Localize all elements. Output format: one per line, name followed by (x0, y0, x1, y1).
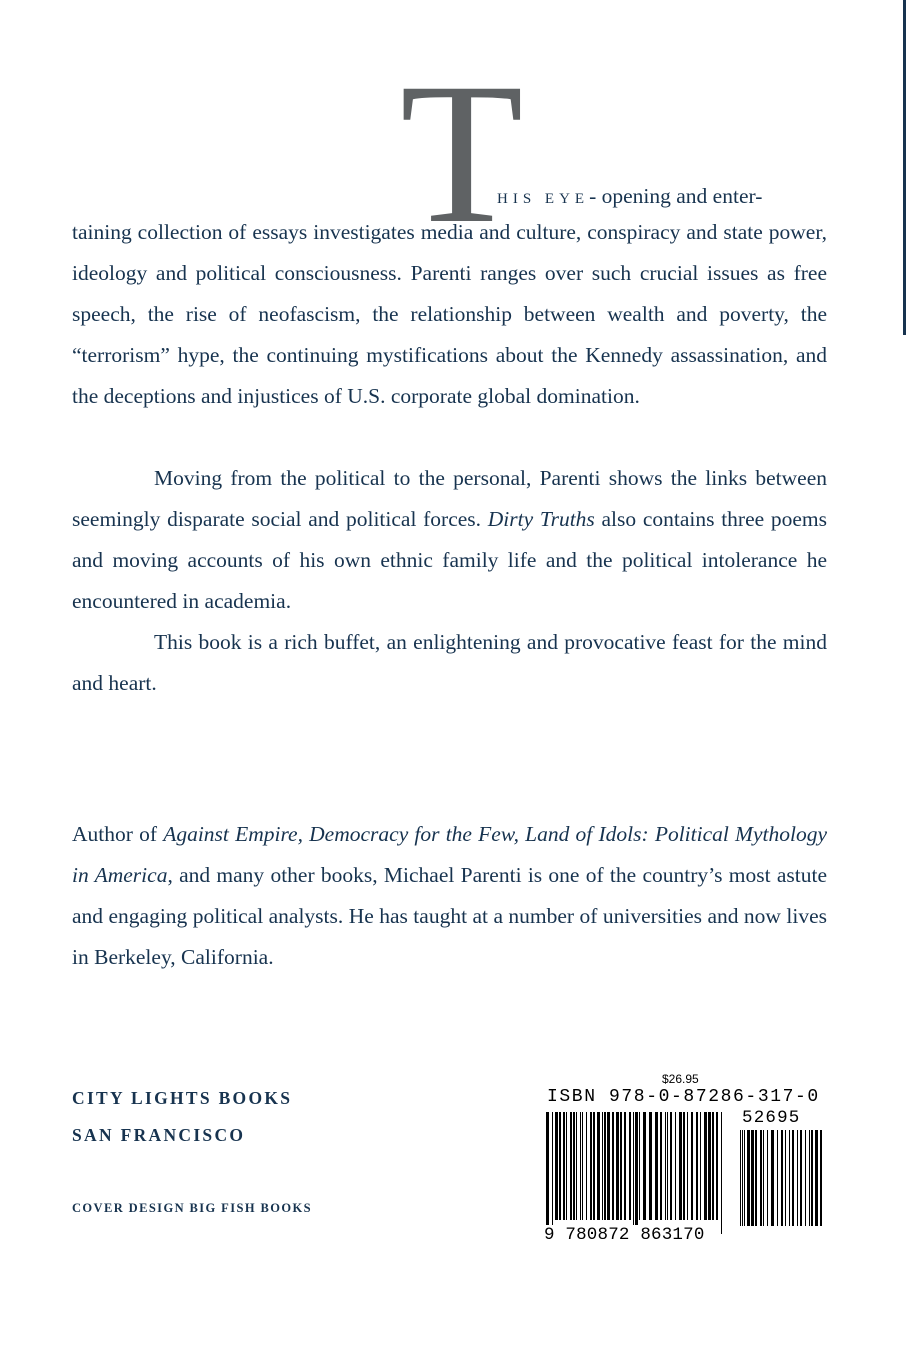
barcode-bar (546, 1112, 549, 1234)
barcode-bar (800, 1130, 802, 1226)
barcode-bar (704, 1112, 707, 1220)
p2-before: Moving from the political to the personal, Parenti shows the links between seemingly disparate social and political forces. (72, 466, 827, 531)
barcode-bar (811, 1130, 813, 1226)
barcode-bar (639, 1112, 640, 1220)
book-title-dirty-truths: Dirty Truths (487, 507, 595, 531)
barcode-bar (712, 1112, 714, 1220)
barcode-bar (683, 1112, 685, 1220)
barcode-bar (635, 1112, 638, 1234)
barcode-bar (660, 1112, 662, 1220)
barcode-bar (687, 1112, 688, 1220)
barcode-bar (679, 1112, 682, 1220)
bio-prefix: Author of (72, 822, 164, 846)
drop-cap: T (400, 41, 524, 265)
barcode-bar (576, 1112, 577, 1220)
barcode-bar (805, 1130, 806, 1226)
barcode-bar (582, 1112, 583, 1220)
barcode-bar (570, 1112, 572, 1220)
addon-digits: 52695 (742, 1108, 801, 1128)
barcode-bar (675, 1112, 676, 1220)
barcode-bar (755, 1130, 757, 1226)
barcode-bar (792, 1130, 794, 1226)
barcode-bar (655, 1112, 658, 1220)
barcode-bar (708, 1112, 711, 1220)
barcode-bar (624, 1112, 626, 1220)
barcode-bar (604, 1112, 606, 1220)
barcode-bar (691, 1112, 693, 1220)
barcode-bar (573, 1112, 575, 1220)
barcode-bar (747, 1130, 750, 1226)
price-label: $26.95 (662, 1072, 699, 1086)
blurb-paragraph-2 (72, 458, 827, 622)
ean-digits: 9 780872 863170 (544, 1225, 705, 1245)
publisher-name: CITY LIGHTS BOOKS (72, 1088, 293, 1108)
barcode-bar (620, 1112, 622, 1220)
barcode-bar (797, 1130, 798, 1226)
barcode-bar (815, 1130, 818, 1226)
barcode-bar (593, 1112, 595, 1220)
bio-suffix: , and many other books, Michael Parenti is one of the country’s most astute and engaging political analysts. He has taught at a number of universities and now lives in Berkeley, California. (72, 863, 828, 969)
lead-in-smallcaps: HIS EYE (497, 191, 590, 207)
lead-in-rest: - opening and enter- (589, 184, 763, 208)
barcode-bar (616, 1112, 619, 1220)
barcode-bar (771, 1130, 774, 1226)
barcode-bar (590, 1112, 592, 1220)
barcode-bar (820, 1130, 822, 1226)
barcode-bar (566, 1112, 567, 1220)
barcode-bar (607, 1112, 610, 1220)
barcode-bar (670, 1112, 672, 1220)
p2-after: also contains three poems and moving accounts of his own ethnic family life and the political intolerance he encountered in academia. (72, 507, 828, 613)
barcode-bar (777, 1130, 778, 1226)
publisher-city: SAN FRANCISCO (72, 1125, 246, 1145)
barcode-bar (740, 1130, 741, 1226)
barcode-bar (789, 1130, 790, 1226)
barcode-bar (602, 1112, 603, 1220)
isbn-label: ISBN 978-0-87286-317-0 (547, 1087, 820, 1107)
barcode-bar (559, 1112, 561, 1220)
blurb-paragraph-1: taining collection of essays investigates media and culture, conspiracy and state power, ideology and political consciousness. Parenti ranges over such crucial issues as free speech, the rise of neofascism, the relationship between wealth and poverty, the “terrorism” hype, the continuing mystifications about the Kennedy assassination, and the deceptions and injustices of U.S. corporate global domination. (72, 220, 827, 408)
barcode-bar (744, 1130, 745, 1226)
barcode-bar (552, 1112, 553, 1234)
barcode-bar (721, 1112, 722, 1234)
barcode-bar (643, 1112, 646, 1220)
barcode-bar (563, 1112, 565, 1220)
barcode-bar (760, 1130, 762, 1226)
addon-bars (740, 1130, 822, 1226)
barcode-bar (629, 1112, 631, 1220)
spine-edge-line (903, 0, 906, 335)
barcode-bar (716, 1112, 718, 1220)
bio-book-titles: Against Empire, Democracy for the Few, Land of Idols: Political Mythology in America (72, 822, 827, 887)
barcode-bar (763, 1130, 764, 1226)
cover-design-credit: COVER DESIGN BIG FISH BOOKS (72, 1201, 312, 1215)
author-bio (72, 814, 827, 978)
barcode-bar (555, 1112, 558, 1220)
barcode-bar (767, 1130, 768, 1226)
barcode-bar (742, 1130, 743, 1226)
barcode-bar (785, 1130, 786, 1226)
barcode-bar (700, 1112, 701, 1220)
blurb-paragraph-3: This book is a rich buffet, an enlightening and provocative feast for the mind and heart. (72, 630, 827, 695)
barcode-bar (667, 1112, 668, 1220)
barcode-bar (612, 1112, 614, 1220)
barcode-bar (580, 1112, 581, 1220)
barcode-bar (649, 1112, 652, 1220)
barcode-bar (809, 1130, 810, 1226)
barcode-bar (751, 1130, 754, 1226)
barcode-bar (665, 1112, 666, 1220)
barcode-bar (696, 1112, 698, 1220)
ean-bars (546, 1112, 722, 1234)
barcode-bar (597, 1112, 600, 1220)
barcode-bar (633, 1112, 634, 1234)
barcode-bar (586, 1112, 587, 1220)
barcode-bar (781, 1130, 783, 1226)
